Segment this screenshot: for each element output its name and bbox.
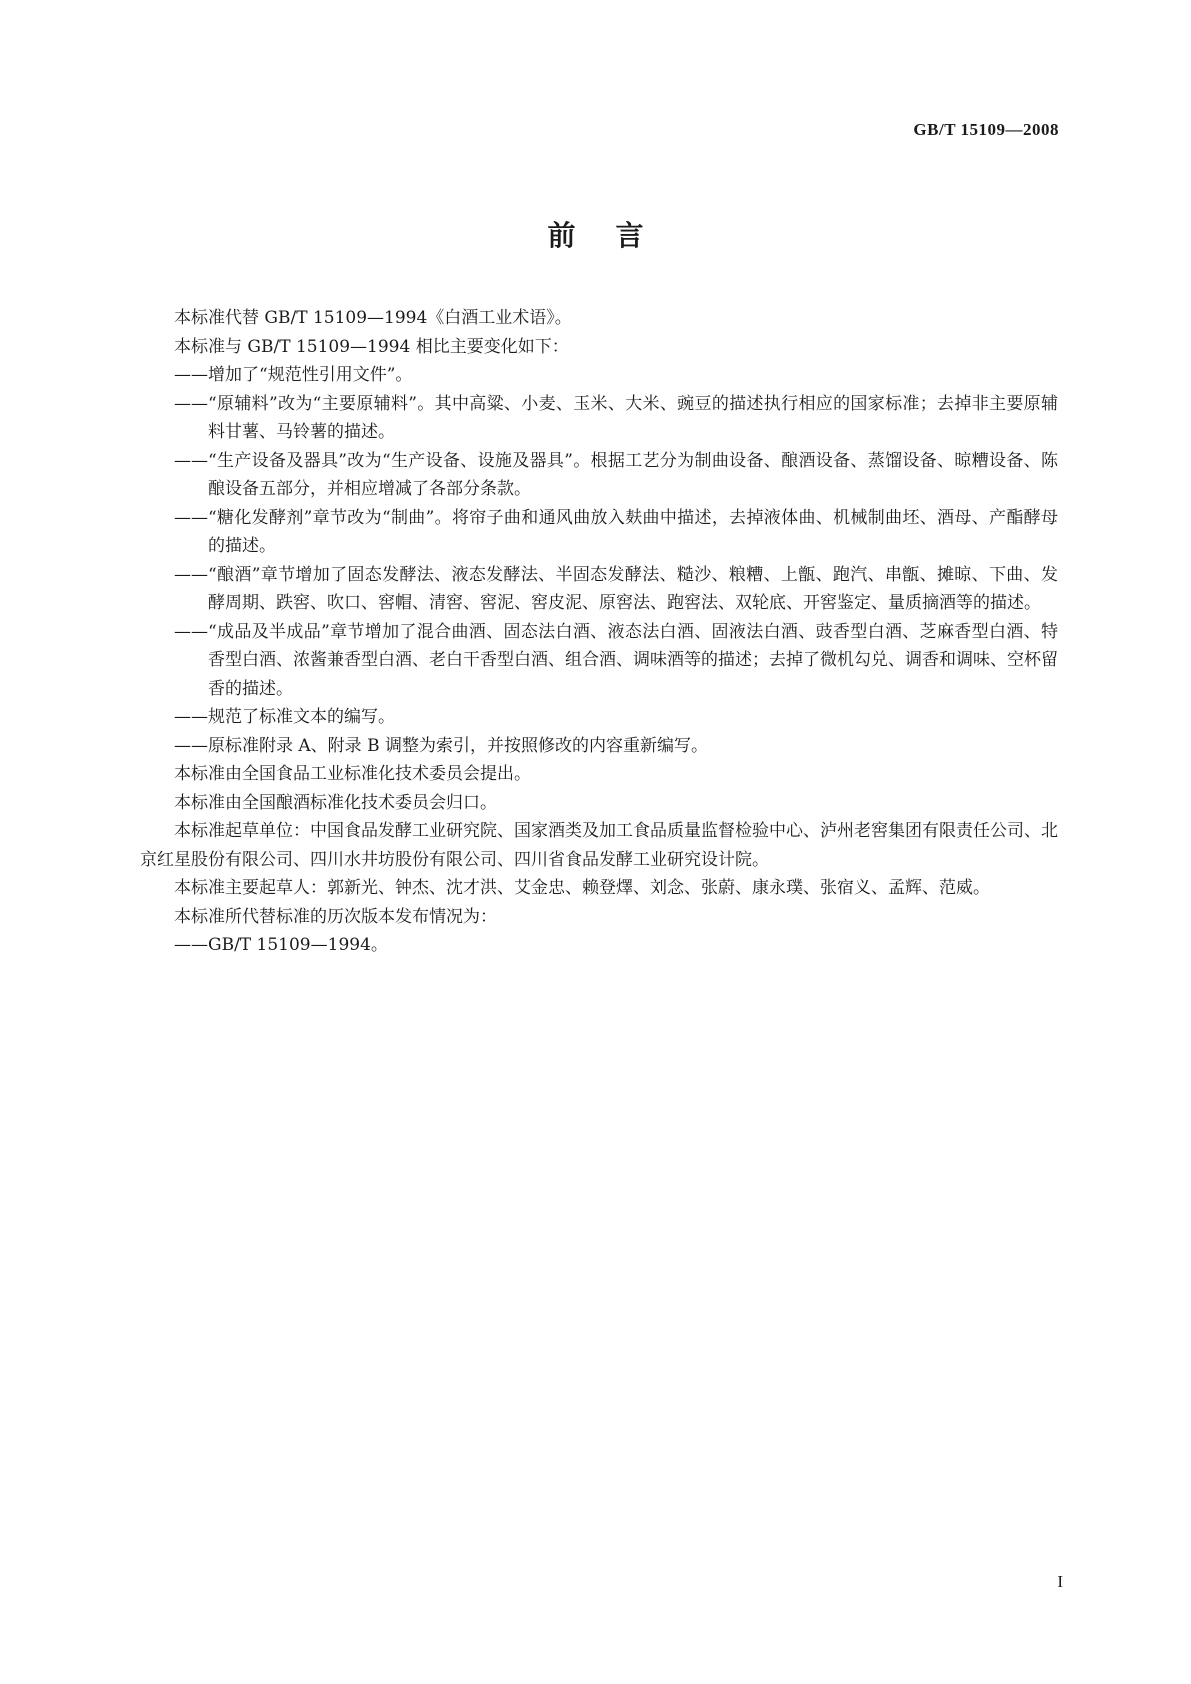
paragraph-drafting-units: 本标准起草单位：中国食品发酵工业研究院、国家酒类及加工食品质量监督检验中心、泸州老窖集团有限责任公司、北京红星股份有限公司、四川水井坊股份有限公司、四川省食品发酵工业研究设计院。 [140,821,1058,870]
page-number: I [1057,1572,1063,1591]
foreword-body [140,304,1058,960]
change-item-text: “原辅料”改为“主要原辅料”。其中高粱、小麦、玉米、大米、豌豆的描述执行相应的国家标准；去掉非主要原辅料甘薯、马铃薯的描述。 [208,393,1058,442]
change-item [140,390,1058,447]
dash-marker: —— [174,621,208,642]
paragraph-replaces: 本标准代替 GB/T 15109—1994《白酒工业术语》。 [174,308,572,328]
change-item [140,618,1058,704]
history-item-text: GB/T 15109—1994。 [208,935,388,955]
dash-marker: —— [174,935,208,955]
paragraph-history-intro: 本标准所代替标准的历次版本发布情况为： [174,906,497,927]
change-item-text: “酿酒”章节增加了固态发酵法、液态发酵法、半固态发酵法、糙沙、粮糟、上甑、跑汽、串甑、摊晾、下曲、发酵周期、跌窖、吹口、窖帽、清窖、窖泥、窖皮泥、原窖法、跑窖法、双轮底、开窖鉴定、量质摘酒等的描述。 [208,564,1058,613]
change-item-text: 原标准附录 A、附录 B 调整为索引，并按照修改的内容重新编写。 [208,735,708,756]
dash-marker: —— [174,393,208,414]
paragraph-changes-intro: 本标准与 GB/T 15109—1994 相比主要变化如下： [174,336,569,357]
dash-marker: —— [174,564,208,585]
change-item-text: 规范了标准文本的编写。 [208,707,395,727]
dash-marker: —— [174,450,208,471]
change-item [140,561,1058,618]
dash-marker: —— [174,365,208,385]
paragraph-proposed-by: 本标准由全国食品工业标准化技术委员会提出。 [174,764,531,784]
change-item [140,361,1058,390]
dash-marker: —— [174,707,208,727]
dash-marker: —— [174,507,208,528]
change-item-text: “成品及半成品”章节增加了混合曲酒、固态法白酒、液态法白酒、固液法白酒、豉香型白酒、芝麻香型白酒、特香型白酒、浓酱兼香型白酒、老白干香型白酒、组合酒、调味酒等的描述；去掉了微机勾兑、调香和调味、空杯留香的描述。 [208,621,1058,699]
change-item-text: “糖化发酵剂”章节改为“制曲”。将帘子曲和通风曲放入麸曲中描述，去掉液体曲、机械制曲坯、酒母、产酯酵母的描述。 [208,507,1058,556]
history-item [140,931,1058,960]
change-item [140,504,1058,561]
change-item [140,732,1058,761]
change-item-text: “生产设备及器具”改为“生产设备、设施及器具”。根据工艺分为制曲设备、酿酒设备、蒸馏设备、晾糟设备、陈酿设备五部分，并相应增减了各部分条款。 [208,450,1058,499]
change-item [140,703,1058,732]
page-title: 前言 [547,219,684,252]
change-item [140,447,1058,504]
dash-marker: —— [174,735,208,756]
change-item-text: 增加了“规范性引用文件”。 [208,365,413,385]
paragraph-drafters: 本标准主要起草人：郭新光、钟杰、沈才洪、艾金忠、赖登燡、刘念、张蔚、康永璞、张宿义、孟辉、范威。 [174,878,990,898]
paragraph-centralized-by: 本标准由全国酿酒标准化技术委员会归口。 [174,792,497,813]
standard-code-header: GB/T 15109—2008 [913,120,1059,139]
